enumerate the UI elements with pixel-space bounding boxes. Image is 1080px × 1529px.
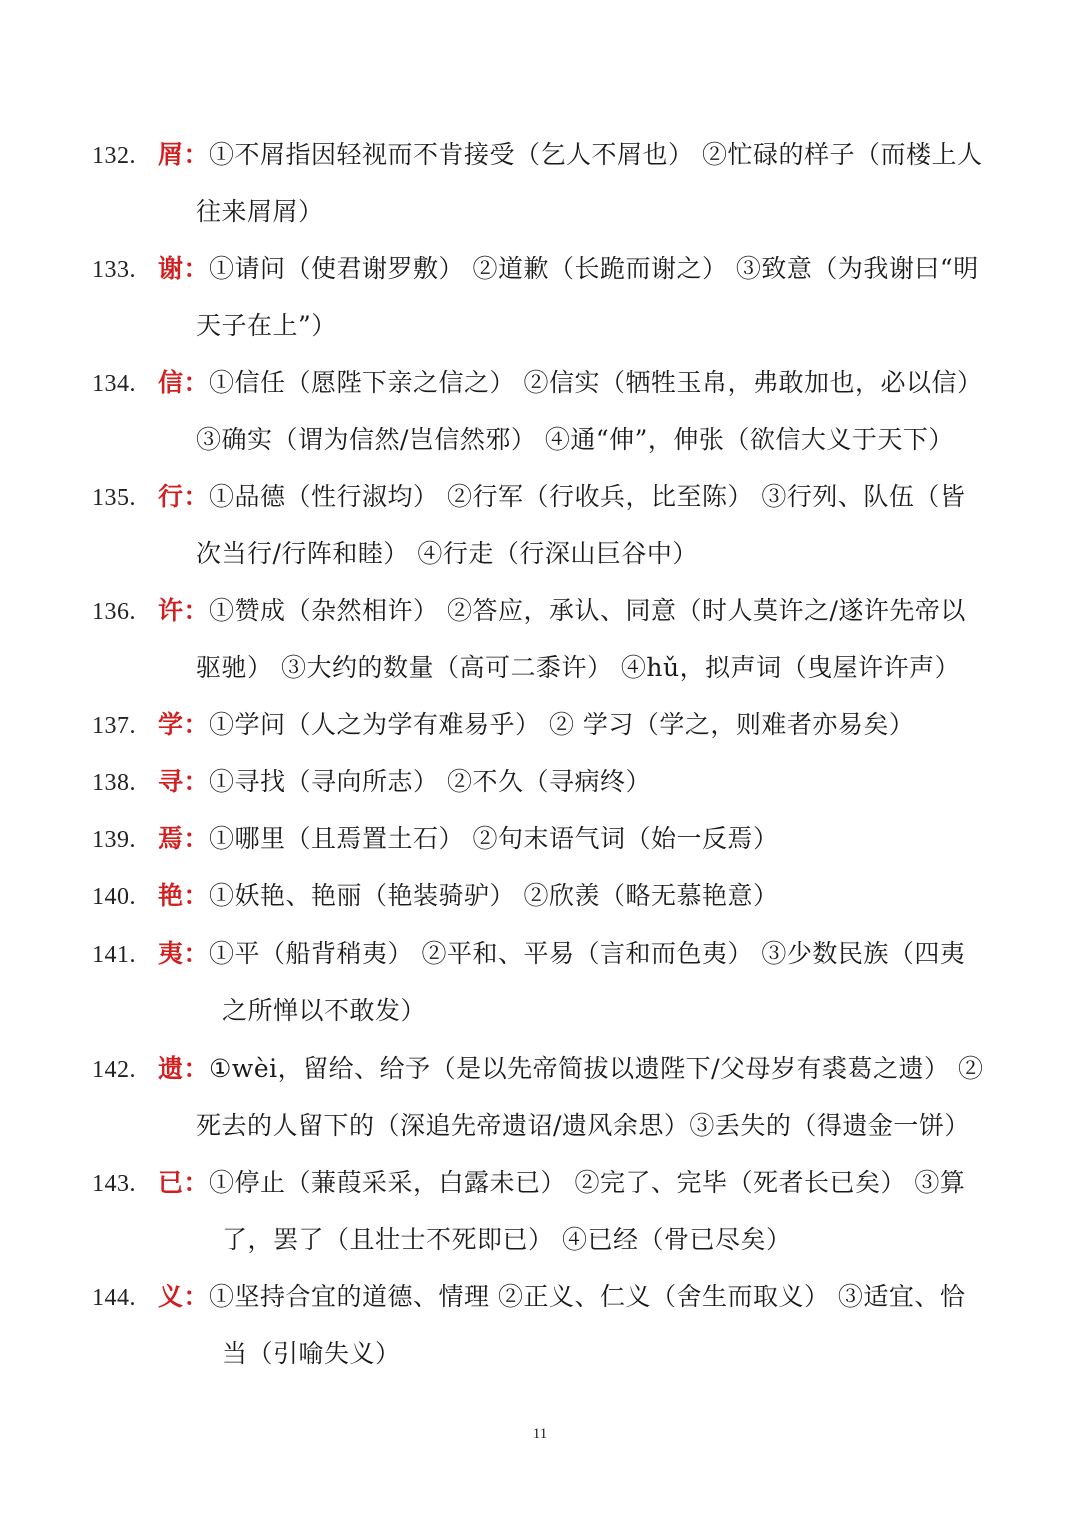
entry-continuation: 之所惮以不敢发） bbox=[222, 996, 427, 1025]
entry-133 bbox=[92, 240, 992, 354]
entry-headword: 行： bbox=[158, 482, 210, 511]
entry-text: ①信任（愿陛下亲之信之） ②信实（牺牲玉帛，弗敢加也，必以信） bbox=[209, 368, 983, 397]
entry-line bbox=[92, 582, 992, 639]
entry-line bbox=[92, 1040, 992, 1097]
entry-text: ①品德（性行淑均） ②行军（行收兵，比至陈） ③行列、队伍（皆 bbox=[209, 482, 966, 511]
entry-number: 141. bbox=[92, 942, 136, 968]
entry-number: 144. bbox=[92, 1285, 136, 1311]
entry-144 bbox=[92, 1268, 992, 1382]
entry-continuation: 天子在上”） bbox=[196, 311, 337, 340]
entry-continuation: ③确实（谓为信然/岂信然邪） ④通“伸”，伸张（欲信大义于天下） bbox=[196, 425, 954, 454]
entry-text: ①学问（人之为学有难易乎） ② 学习（学之，则难者亦易矣） bbox=[209, 710, 915, 739]
entry-139 bbox=[92, 810, 992, 867]
entry-continuation: 驱驰） ③大约的数量（高可二黍许） ④hǔ，拟声词（曳屋许许声） bbox=[196, 653, 961, 682]
entry-headword: 学： bbox=[158, 710, 210, 739]
entry-headword: 许： bbox=[158, 596, 210, 625]
entry-number: 139. bbox=[92, 827, 136, 853]
entry-line bbox=[92, 240, 992, 297]
entry-line bbox=[92, 925, 992, 982]
entry-138 bbox=[92, 753, 992, 810]
entry-continuation: 死去的人留下的（深追先帝遗诏/遗风余思）③丢失的（得遗金一饼） bbox=[196, 1111, 970, 1140]
entry-line bbox=[92, 468, 992, 525]
entry-headword: 信： bbox=[158, 368, 210, 397]
entry-headword: 焉： bbox=[158, 824, 210, 853]
entry-continuation: 次当行/行阵和睦） ④行走（行深山巨谷中） bbox=[196, 539, 698, 568]
entry-140 bbox=[92, 867, 992, 924]
entry-137 bbox=[92, 696, 992, 753]
entry-headword: 遗： bbox=[158, 1054, 210, 1083]
entry-143 bbox=[92, 1154, 992, 1268]
entry-number: 137. bbox=[92, 713, 136, 739]
entry-number: 142. bbox=[92, 1057, 136, 1083]
entry-text: ①wèi，留给、给予（是以先帝简拔以遗陛下/父母岁有裘葛之遗） ② bbox=[209, 1054, 984, 1083]
entry-text: ①停止（蒹葭采采，白露未已） ②完了、完毕（死者长已矣） ③算 bbox=[209, 1168, 966, 1197]
entry-number: 134. bbox=[92, 371, 136, 397]
entry-headword: 夷： bbox=[158, 939, 210, 968]
entry-text: ①哪里（且焉置土石） ②句末语气词（始一反焉） bbox=[209, 824, 779, 853]
entry-line bbox=[92, 1268, 992, 1325]
entry-line bbox=[92, 696, 992, 753]
entry-text: ①坚持合宜的道德、情理 ②正义、仁义（舍生而取义） ③适宜、恰 bbox=[209, 1282, 966, 1311]
entry-text: ①请问（使君谢罗敷） ②道歉（长跪而谢之） ③致意（为我谢曰“明 bbox=[209, 254, 979, 283]
entry-number: 143. bbox=[92, 1171, 136, 1197]
entry-text: ①平（船背稍夷） ②平和、平易（言和而色夷） ③少数民族（四夷 bbox=[209, 939, 966, 968]
entry-text: ①赞成（杂然相许） ②答应，承认、同意（时人莫许之/遂许先帝以 bbox=[209, 596, 966, 625]
entry-line bbox=[92, 867, 992, 924]
entry-continuation: 当（引喻失义） bbox=[222, 1339, 401, 1368]
entry-number: 136. bbox=[92, 599, 136, 625]
entry-headword: 义： bbox=[158, 1282, 210, 1311]
entry-136 bbox=[92, 582, 992, 696]
entry-headword: 屑： bbox=[158, 140, 210, 169]
entry-continuation: 了，罢了（且壮士不死即已） ④已经（骨已尽矣） bbox=[222, 1225, 792, 1254]
entry-text: ①寻找（寻向所志） ②不久（寻病终） bbox=[209, 767, 651, 796]
page-number: 11 bbox=[532, 1426, 548, 1442]
entry-headword: 艳： bbox=[158, 881, 210, 910]
entry-line bbox=[92, 753, 992, 810]
entry-134 bbox=[92, 354, 992, 468]
entry-number: 138. bbox=[92, 770, 136, 796]
entry-142 bbox=[92, 1040, 992, 1154]
entry-text: ①不屑指因轻视而不肯接受（乞人不屑也） ②忙碌的样子（而楼上人 bbox=[209, 140, 983, 169]
entry-number: 132. bbox=[92, 143, 136, 169]
entry-line bbox=[92, 810, 992, 867]
entry-number: 133. bbox=[92, 257, 136, 283]
entry-headword: 寻： bbox=[158, 767, 210, 796]
entry-line bbox=[92, 1154, 992, 1211]
entry-132 bbox=[92, 126, 992, 240]
entry-141 bbox=[92, 925, 992, 1039]
entry-number: 135. bbox=[92, 485, 136, 511]
entry-headword: 已： bbox=[158, 1168, 210, 1197]
entry-text: ①妖艳、艳丽（艳装骑驴） ②欣羡（略无慕艳意） bbox=[209, 881, 779, 910]
entry-continuation: 往来屑屑） bbox=[196, 197, 324, 226]
entry-number: 140. bbox=[92, 884, 136, 910]
entry-line bbox=[92, 354, 992, 411]
entry-line bbox=[92, 126, 992, 183]
entry-135 bbox=[92, 468, 992, 582]
entry-headword: 谢： bbox=[158, 254, 210, 283]
